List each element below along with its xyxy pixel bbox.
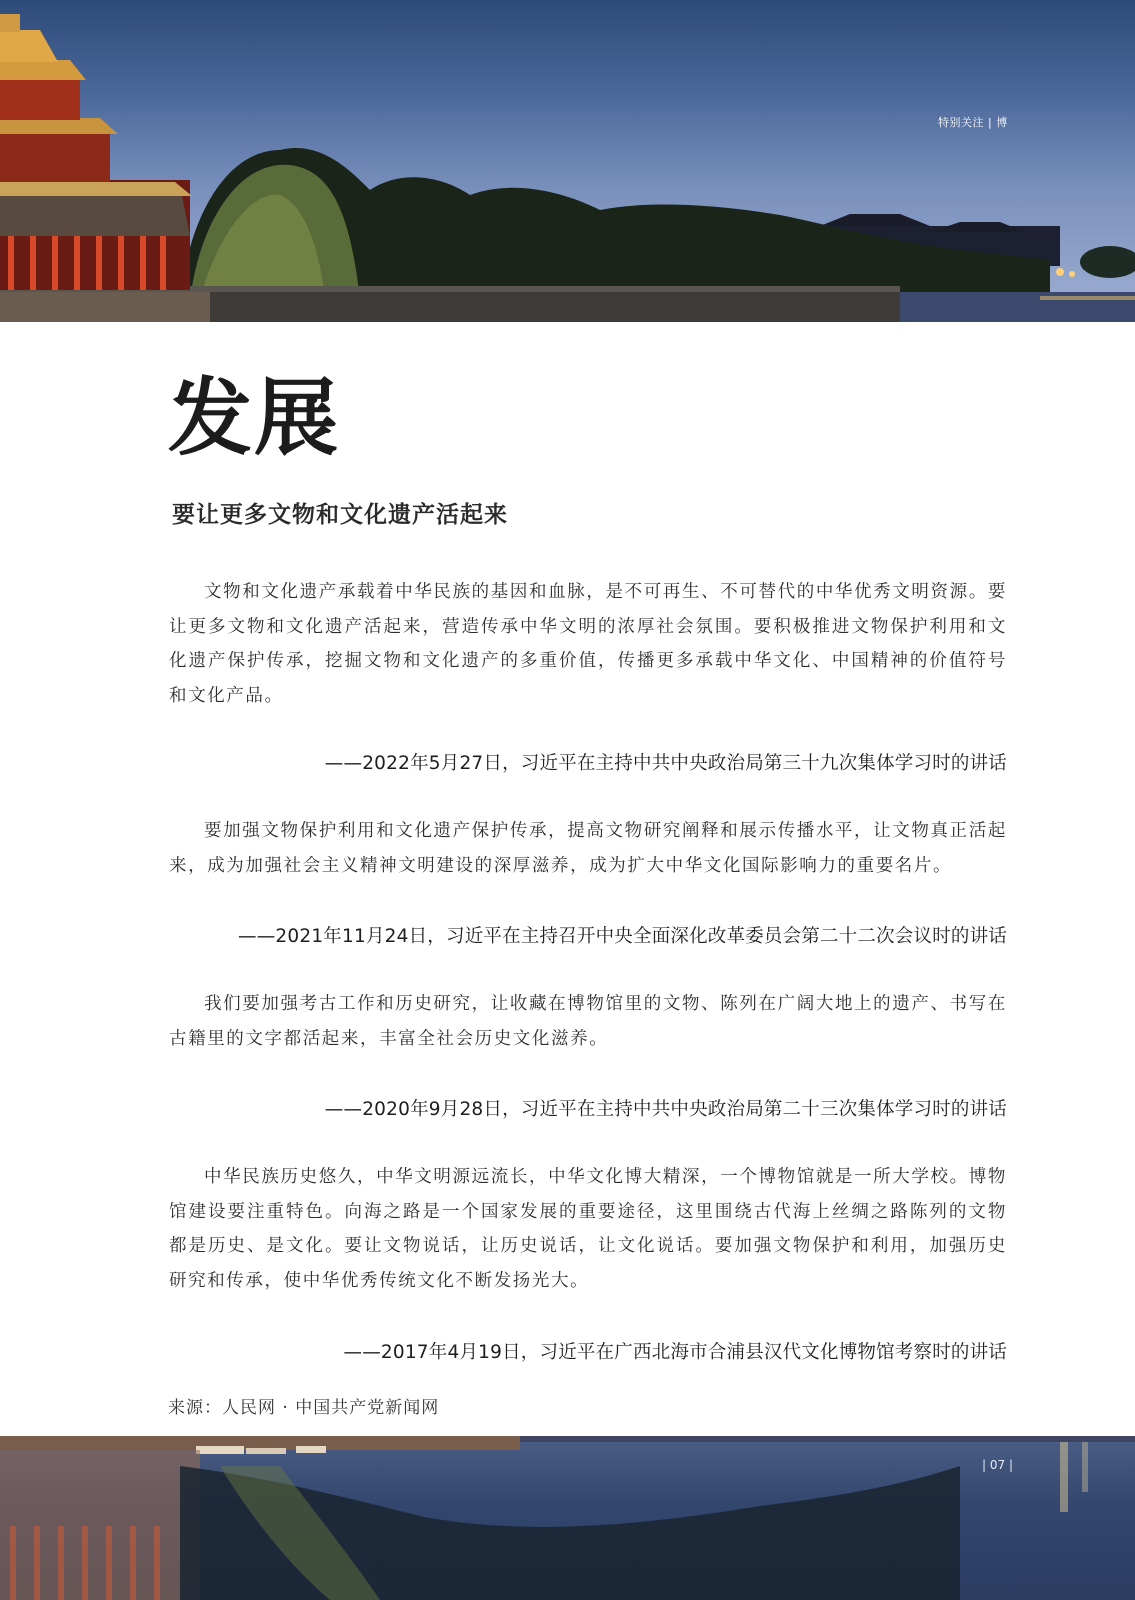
page-title: 发展 bbox=[168, 368, 341, 467]
quote-paragraph-2: 要加强文物保护利用和文化遗产保护传承，提高文物研究阐释和展示传播水平，让文物真正活起来，成为加强社会主义精神文明建设的深厚滋养，成为扩大中华文化国际影响力的重要名片。 bbox=[169, 821, 1007, 876]
moat-reflection-illustration bbox=[0, 1436, 1135, 1600]
forbidden-city-dusk-illustration bbox=[0, 0, 1135, 322]
source-credit: 来源：人民网 · 中国共产党新闻网 bbox=[168, 1398, 440, 1418]
quote-paragraph-1: 文物和文化遗产承载着中华民族的基因和血脉，是不可再生、不可替代的中华优秀文明资源。要让更多文物和文化遗产活起来，营造传承中华文明的浓厚社会氛围。要积极推进文物保护利用和文化遗产保护传承，挖掘文物和文化遗产的多重价值，传播更多承载中华文化、中国精神的价值符号和文化产品。 bbox=[169, 582, 1007, 706]
quote-attribution-2: ——2021年11月24日，习近平在主持召开中央全面深化改革委员会第二十二次会议时的讲话 bbox=[238, 926, 1007, 947]
quote-paragraph-3: 我们要加强考古工作和历史研究，让收藏在博物馆里的文物、陈列在广阔大地上的遗产、书写在古籍里的文字都活起来，丰富全社会历史文化滋养。 bbox=[169, 994, 1007, 1049]
quote-paragraph-4: 中华民族历史悠久，中华文明源远流长，中华文化博大精深，一个博物馆就是一所大学校。博物馆建设要注重特色。向海之路是一个国家发展的重要途径，这里围绕古代海上丝绸之路陈列的文物都是历史、是文化。要让文物说话，让历史说话，让文化说话。要加强文物保护和利用，加强历史研究和传承，使中华优秀传统文化不断发扬光大。 bbox=[169, 1167, 1007, 1291]
quote-attribution-1: ——2022年5月27日，习近平在主持中共中央政治局第三十九次集体学习时的讲话 bbox=[324, 753, 1007, 774]
page-number: | 07 | bbox=[982, 1458, 1013, 1472]
quote-attribution-4: ——2017年4月19日，习近平在广西北海市合浦县汉代文化博物馆考察时的讲话 bbox=[343, 1342, 1007, 1363]
header-photo-banner bbox=[0, 0, 1135, 322]
quote-attribution-3: ——2020年9月28日，习近平在主持中共中央政治局第二十三次集体学习时的讲话 bbox=[324, 1099, 1007, 1120]
footer-photo-banner bbox=[0, 1436, 1135, 1600]
section-tag: 特别关注 | 博 bbox=[938, 116, 1008, 129]
page-subtitle: 要让更多文物和文化遗产活起来 bbox=[172, 501, 508, 528]
